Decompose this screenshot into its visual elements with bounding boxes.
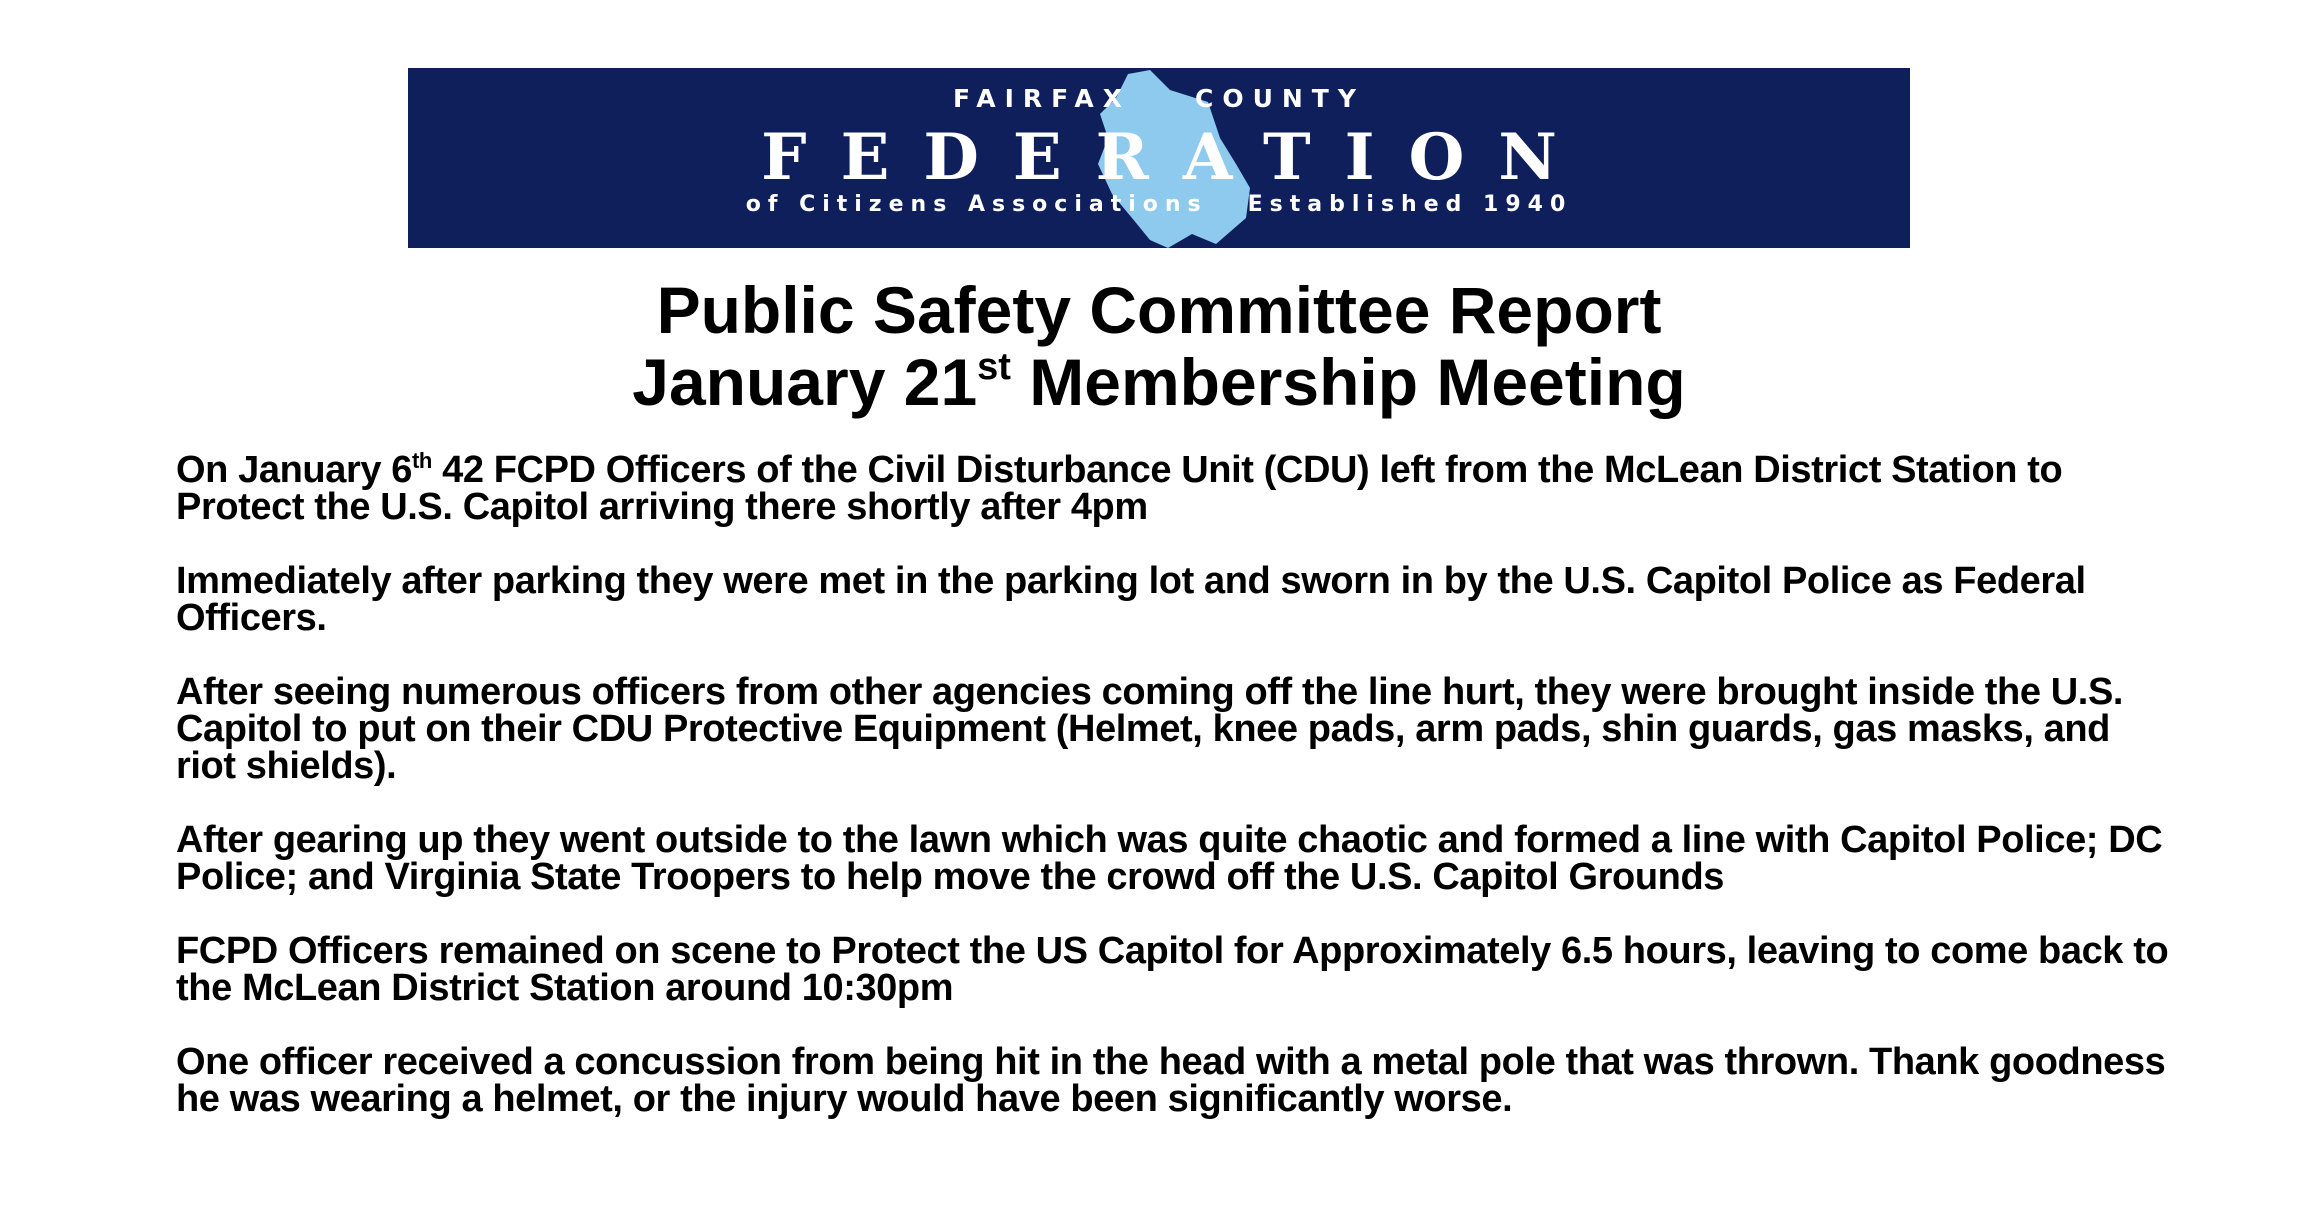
paragraph-1: On January 6th 42 FCPD Officers of the Civil Disturbance Unit (CDU) left from the McLean District Station to Protect the U.S. Capitol arriving there shortly after 4pm (176, 448, 2063, 528)
paragraph-5: FCPD Officers remained on scene to Protect the US Capitol for Approximately 6.5 hours, leaving to come back to the McLean District Station around 10:30pm (176, 930, 2169, 1009)
banner-established: Established 1940 (1247, 192, 1573, 217)
report-body (176, 448, 2176, 1155)
banner-federation: FEDERATION (761, 120, 1591, 195)
banner-fairfax: FAIRFAX (953, 84, 1131, 113)
banner-citizens-associations: of Citizens Associations (745, 192, 1208, 217)
banner-county: COUNTY (1194, 84, 1365, 113)
federation-banner-logo (408, 68, 1910, 248)
report-title: Public Safety Committee Report (656, 273, 1662, 347)
report-subtitle: January 21st Membership Meeting (632, 345, 1686, 419)
paragraph-4: After gearing up they went outside to the lawn which was quite chaotic and formed a line with Capitol Police; DC Police; and Virginia State Troopers to help move the crowd off the U.S. Capitol Grounds (176, 819, 2163, 898)
paragraph-3: After seeing numerous officers from other agencies coming off the line hurt, they were brought inside the U.S. Capitol to put on their CDU Protective Equipment (Helmet, knee pads, arm pads, shin guards, gas masks, and riot shields). (176, 671, 2124, 787)
paragraph-2: Immediately after parking they were met in the parking lot and sworn in by the U.S. Capitol Police as Federal Officers. (176, 560, 2086, 639)
paragraph-6: One officer received a concussion from being hit in the head with a metal pole that was thrown. Thank goodness he was wearing a helmet, or the injury would have been significantly worse. (176, 1041, 2166, 1120)
